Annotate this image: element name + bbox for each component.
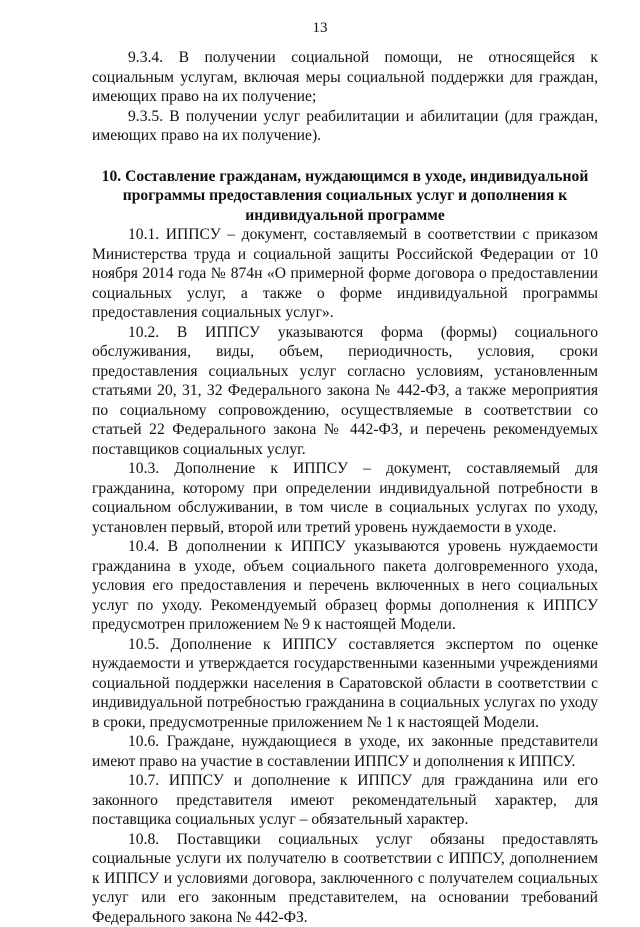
section-heading: 10. Составление гражданам, нуждающимся в уходе, индивидуальной программы предоставления социальных услуг и дополнения к индивидуальной программе: [92, 167, 598, 226]
clause-10-5: 10.5. Дополнение к ИППСУ составляется экспертом по оценке нуждаемости и утверждается государственными казенными учреждениями социальной поддержки населения в Саратовской области в соответствии с индивидуальной потребностью гражданина в социальных услугах по уходу в сроки, предусмотренные приложением № 1 к настоящей Модели.: [92, 635, 598, 733]
page-number: 13: [0, 20, 640, 37]
clause-10-3: 10.3. Дополнение к ИППСУ – документ, составляемый для гражданина, которому при определении индивидуальной потребности в социальном обслуживании, в том числе в социальных услугах по уходу, установлен первый, второй или третий уровень нуждаемости в уходе.: [92, 459, 598, 537]
document-body: [92, 48, 598, 927]
clause-10-2: 10.2. В ИППСУ указываются форма (формы) социального обслуживания, виды, объем, периодичность, условия, сроки предоставления социальных услуг согласно условиям, установленным статьями 20, 31, 32 Федерального закона № 442-ФЗ, а также мероприятия по социальному сопровождению, осуществляемые в соответствии со статьей 22 Федерального закона № 442-ФЗ, и перечень рекомендуемых поставщиков социальных услуг.: [92, 323, 598, 460]
clause-9-3-4: 9.3.4. В получении социальной помощи, не относящейся к социальным услугам, включая меры социальной поддержки для граждан, имеющих право на их получение;: [92, 48, 598, 107]
clause-9-3-5: 9.3.5. В получении услуг реабилитации и абилитации (для граждан, имеющих право на их получение).: [92, 107, 598, 146]
section-spacer: [92, 146, 598, 167]
clause-10-1: 10.1. ИППСУ – документ, составляемый в соответствии с приказом Министерства труда и социальной защиты Российской Федерации от 10 ноября 2014 года № 874н «О примерной форме договора о предоставлении социальных услуг, а также о форме индивидуальной программы предоставления социальных услуг».: [92, 225, 598, 323]
clause-10-6: 10.6. Граждане, нуждающиеся в уходе, их законные представители имеют право на участие в составлении ИППСУ и дополнения к ИППСУ.: [92, 732, 598, 771]
clause-10-4: 10.4. В дополнении к ИППСУ указываются уровень нуждаемости гражданина в уходе, объем социального пакета долговременного ухода, условия его предоставления и перечень включенных в него социальных услуг по уходу. Рекомендуемый образец формы дополнения к ИППСУ предусмотрен приложением № 9 к настоящей Модели.: [92, 537, 598, 635]
clause-10-8: 10.8. Поставщики социальных услуг обязаны предоставлять социальные услуги их получателю в соответствии с ИППСУ, дополнением к ИППСУ и условиями договора, заключенного с получателем социальных услуг или его законным представителем, на основании требований Федерального закона № 442-ФЗ.: [92, 830, 598, 927]
clause-10-7: 10.7. ИППСУ и дополнение к ИППСУ для гражданина или его законного представителя имеют рекомендательный характер, для поставщика социальных услуг – обязательный характер.: [92, 771, 598, 830]
